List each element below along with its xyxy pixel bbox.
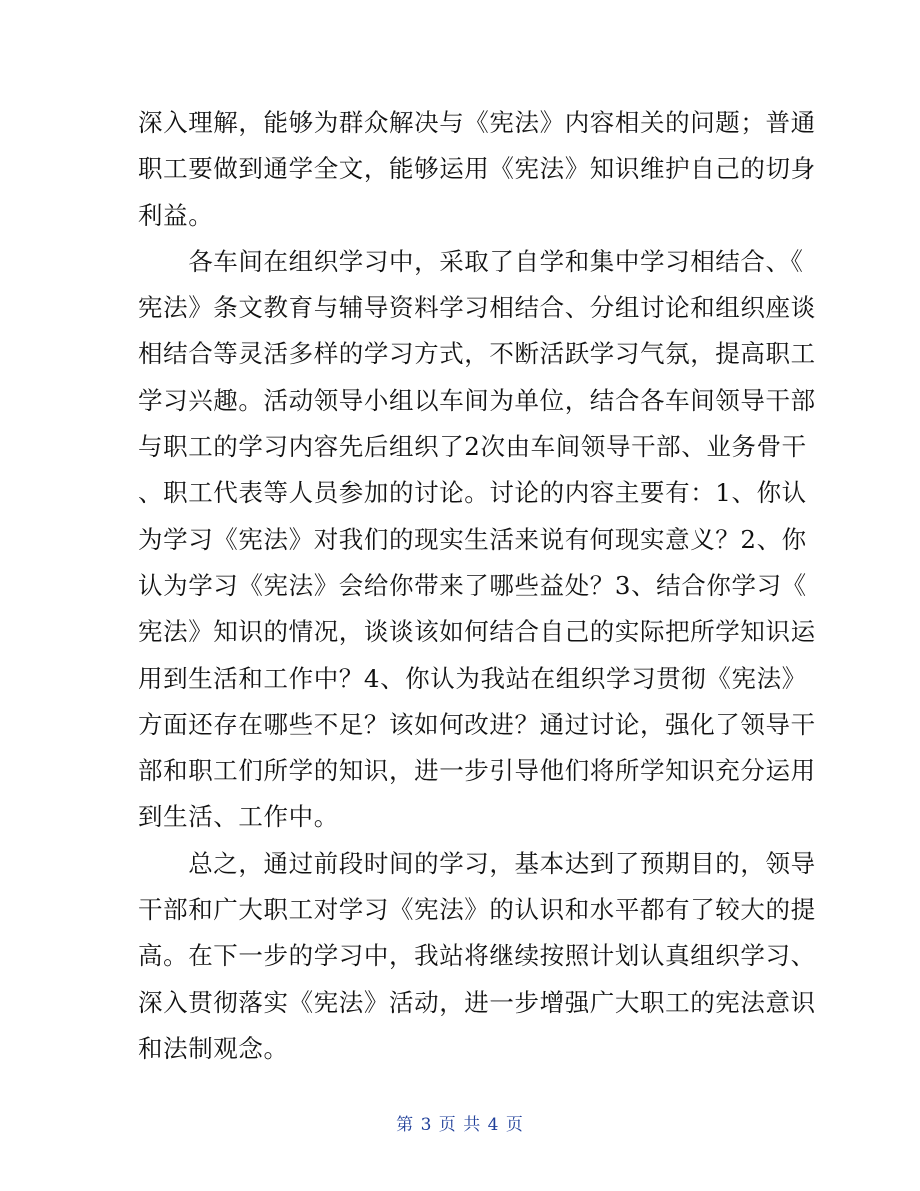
text-line: 为学习《宪法》对我们的现实生活来说有何现实意义？2、你 <box>138 524 807 554</box>
text-line: 认为学习《宪法》会给你带来了哪些益处？3、结合你学习《 <box>138 570 807 600</box>
page-number-footer: 第 3 页 共 4 页 <box>396 1115 524 1135</box>
text-line: 宪法》知识的情况，谈谈该如何结合自己的实际把所学知识运 <box>138 617 816 647</box>
paragraph-2 <box>138 239 816 841</box>
text-line: 、职工代表等人员参加的讨论。讨论的内容主要有：1、你认 <box>138 478 807 508</box>
text-line: 职工要做到通学全文，能够运用《宪法》知识维护自己的切身 <box>138 154 816 184</box>
text-line: 深入贯彻落实《宪法》活动，进一步增强广大职工的宪法意识 <box>138 987 816 1017</box>
text-line: 部和职工们所学的知识，进一步引导他们将所学知识充分运用 <box>138 756 816 786</box>
paragraph-3 <box>138 841 816 1072</box>
paragraph-1 <box>138 100 816 239</box>
text-line: 高。在下一步的学习中，我站将继续按照计划认真组织学习、 <box>138 941 816 971</box>
text-line: 用到生活和工作中？4、你认为我站在组织学习贯彻《宪法》 <box>138 663 807 693</box>
text-line: 干部和广大职工对学习《宪法》的认识和水平都有了较大的提 <box>138 895 816 925</box>
document-body <box>138 100 816 1072</box>
text-line: 学习兴趣。活动领导小组以车间为单位，结合各车间领导干部 <box>138 385 816 415</box>
text-line: 与职工的学习内容先后组织了2次由车间领导干部、业务骨干 <box>138 432 807 462</box>
text-line: 深入理解，能够为群众解决与《宪法》内容相关的问题；普通 <box>138 108 816 137</box>
text-line: 总之，通过前段时间的学习，基本达到了预期目的，领导 <box>138 848 816 878</box>
text-line: 相结合等灵活多样的学习方式，不断活跃学习气氛，提高职工 <box>138 339 816 369</box>
text-line: 到生活、工作中。 <box>138 802 339 832</box>
text-line: 宪法》条文教育与辅导资料学习相结合、分组讨论和组织座谈 <box>138 293 816 323</box>
text-line: 利益。 <box>138 200 214 230</box>
text-line: 方面还存在哪些不足？该如何改进？通过讨论，强化了领导干 <box>138 709 816 739</box>
text-line: 和法制观念。 <box>138 1033 289 1063</box>
text-line: 各车间在组织学习中，采取了自学和集中学习相结合、《 <box>138 246 804 276</box>
